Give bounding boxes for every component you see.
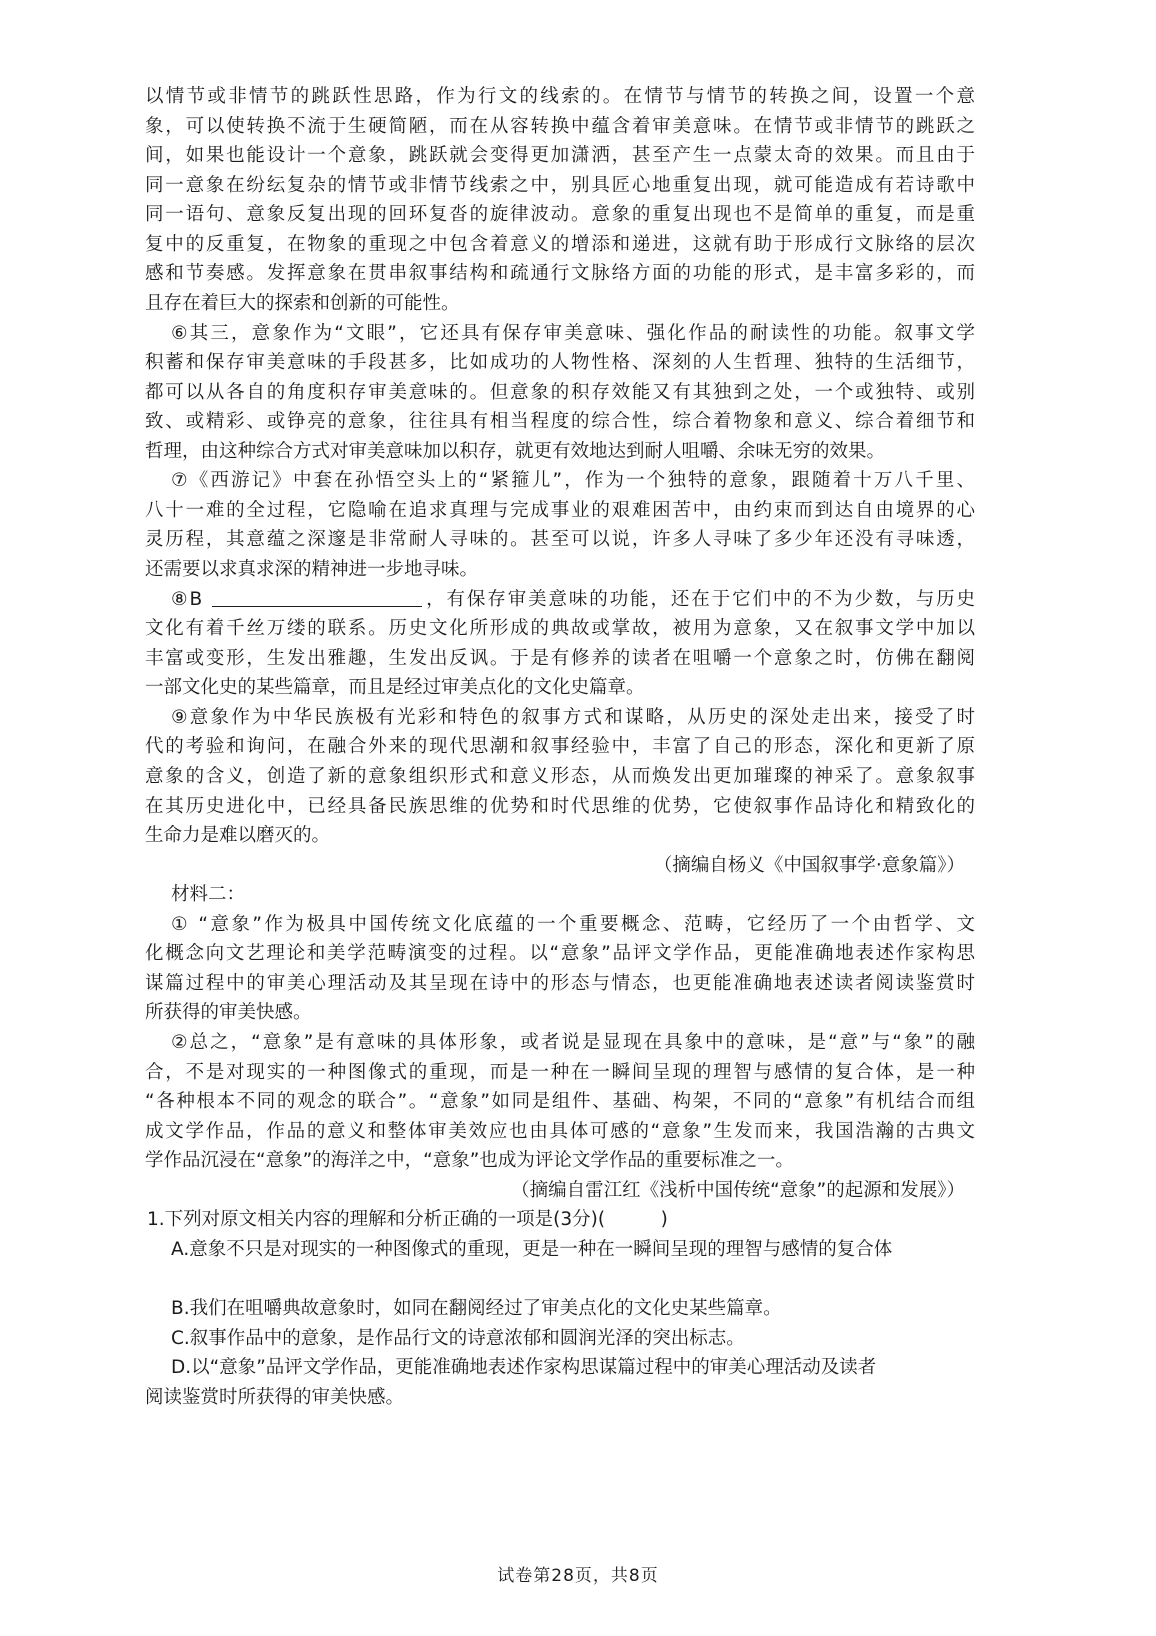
source-citation: （摘编自雷江红《浅析中国传统“意象”的起源和发展》） xyxy=(511,1179,965,1201)
text-line: 复中的反重复，在物象的重现之中包含着意义的增添和递进，这就有助于形成行文脉络的层次 xyxy=(145,233,975,255)
paragraph xyxy=(145,319,975,467)
question-1 xyxy=(145,1205,975,1412)
text-line: 象，可以使转换不流于生硬简陋，而在从容转换中蕴含着审美意味。在情节或非情节的跳跃之 xyxy=(145,115,975,137)
paragraph xyxy=(145,1028,975,1176)
text-line: 化概念向文艺理论和美学范畴演变的过程。以“意象”品评文学作品，更能准确地表述作家构思 xyxy=(145,943,975,965)
option-d xyxy=(145,1353,975,1412)
text-line: ⑥其三，意象作为“文眼”，它还具有保存审美意味、强化作品的耐读性的功能。叙事文学 xyxy=(171,322,975,344)
text-line: B.我们在咀嚼典故意象时，如同在翻阅经过了审美点化的文化史某些篇章。 xyxy=(171,1298,782,1320)
option-a xyxy=(145,1235,975,1265)
option-c xyxy=(145,1324,975,1354)
text-line: ②总之，“意象”是有意味的具体形象，或者说是显现在具象中的意味，是“意”与“象”的融 xyxy=(171,1032,975,1053)
text-line: 意象的含义，创造了新的意象组织形式和意义形态，从而焕发出更加璀璨的神采了。意象叙事 xyxy=(145,765,975,787)
text-line: 以情节或非情节的跳跃性思路，作为行文的线索的。在情节与情节的转换之间，设置一个意 xyxy=(145,86,975,107)
paragraph xyxy=(145,910,975,1028)
text-line: 学作品沉浸在“意象”的海洋之中，“意象”也成为评论文学作品的重要标准之一。 xyxy=(145,1150,794,1172)
text-line: 阅读鉴赏时所获得的审美快感。 xyxy=(145,1386,405,1408)
material-one-paragraphs xyxy=(145,319,975,851)
text-line: 所获得的审美快感。 xyxy=(145,1002,312,1024)
text-after-blank: ，有保存审美意味的功能，还在于它们中的不为少数，与历史 xyxy=(424,588,975,610)
text-line: 都可以从各自的角度积存审美意味的。但意象的积存效能又有其独到之处，一个或独特、或别 xyxy=(145,381,975,403)
text-line: 感和节奏感。发挥意象在贯串叙事结构和疏通行文脉络方面的功能的形式，是丰富多彩的，而 xyxy=(145,263,975,285)
text-line: 还需要以求真求深的精神进一步地寻味。 xyxy=(145,559,479,580)
text-line: C.叙事作品中的意象，是作品行文的诗意浓郁和圆润光泽的突出标志。 xyxy=(171,1327,745,1349)
text-line: A.意象不只是对现实的一种图像式的重现，更是一种在一瞬间呈现的理智与感情的复合体 xyxy=(171,1238,893,1260)
text-line xyxy=(145,585,975,615)
material-one xyxy=(145,82,975,880)
text-line: 致、或精彩、或铮亮的意象，往往具有相当程度的综合性，综合着物象和意义、综合着细节和 xyxy=(145,411,975,433)
text-line: ① “意象”作为极具中国传统文化底蕴的一个重要概念、范畴，它经历了一个由哲学、文 xyxy=(171,913,975,935)
fill-in-blank xyxy=(212,588,422,607)
text-line: 同一语句、意象反复出现的回环复沓的旋律波动。意象的重复出现也不是简单的重复，而是重 xyxy=(145,204,975,226)
source-citation: （摘编自杨义《中国叙事学·意象篇》） xyxy=(653,854,965,876)
paragraph xyxy=(145,585,975,703)
material-two xyxy=(145,880,975,1205)
page-footer: 试卷第28页，共8页 xyxy=(497,1566,659,1586)
paragraph xyxy=(145,466,975,584)
text-line: 代的考验和询问，在融合外来的现代思潮和叙事经验中，丰富了自己的形态，深化和更新了原 xyxy=(145,736,975,758)
text-line: 同一意象在纷纭复杂的情节或非情节线索之中，别具匠心地重复出现，就可能造成有若诗歌中 xyxy=(145,174,975,196)
text-line: 成文学作品，作品的意义和整体审美效应也由具体可感的“意象”生发而来，我国浩瀚的古典文 xyxy=(145,1120,975,1142)
text-line: 谋篇过程中的审美心理活动及其呈现在诗中的形态与情态，也更能准确地表述读者阅读鉴赏时 xyxy=(145,972,975,994)
text-line: 哲理，由这种综合方式对审美意味加以积存，就更有效地达到耐人咀嚼、余味无穷的效果。 xyxy=(145,440,886,462)
text-line: 合，不是对现实的一种图像式的重现，而是一种在一瞬间呈现的理智与感情的复合体，是一种 xyxy=(145,1061,975,1083)
option-list xyxy=(145,1235,975,1412)
material-two-paragraphs xyxy=(145,910,975,1176)
text-before-blank: ⑧B xyxy=(171,588,203,610)
text-line: 在其历史进化中，已经具备民族思维的优势和时代思维的优势，它使叙事作品诗化和精致化的 xyxy=(145,795,975,817)
text-line: ⑦《西游记》中套在孙悟空头上的“紧箍儿”，作为一个独特的意象，跟随着十万八千里、 xyxy=(171,470,975,492)
text-line: 八十一难的全过程，它隐喻在追求真理与完成事业的艰难困苦中，由约束而到达自由境界的心 xyxy=(145,499,975,521)
text-line: 丰富或变形，生发出雅趣，生发出反讽。于是有修养的读者在咀嚼一个意象之时，仿佛在翻阅 xyxy=(145,647,975,669)
exam-page-body xyxy=(145,82,975,1412)
text-line: 文化有着千丝万缕的联系。历史文化所形成的典故或掌故，被用为意象，又在叙事文学中加以 xyxy=(145,618,975,640)
text-line: 积蓄和保存审美意味的手段甚多，比如成功的人物性格、深刻的人生哲理、独特的生活细节， xyxy=(145,352,975,374)
text-line: D.以“意象”品评文学作品，更能准确地表述作家构思谋篇过程中的审美心理活动及读者 xyxy=(171,1357,877,1379)
text-line: ⑨意象作为中华民族极有光彩和特色的叙事方式和谋略，从历史的深处走出来，接受了时 xyxy=(171,706,975,728)
option-b xyxy=(145,1294,975,1324)
continued-paragraph xyxy=(145,82,975,319)
text-line: “各种根本不同的观念的联合”。“意象”如同是组件、基础、构架，不同的“意象”有机结合而组 xyxy=(145,1091,975,1113)
text-line: 且存在着巨大的探索和创新的可能性。 xyxy=(145,292,460,314)
text-line: 灵历程，其意蕴之深邃是非常耐人寻味的。甚至可以说，许多人寻味了多少年还没有寻味透， xyxy=(145,529,975,551)
continued-text xyxy=(145,82,975,319)
text-line: 生命力是难以磨灭的。 xyxy=(145,825,331,847)
material-heading: 材料二： xyxy=(171,884,246,906)
text-line: 间，如果也能设计一个意象，跳跃就会变得更加潇洒，甚至产生一点蒙太奇的效果。而且由于 xyxy=(145,145,975,167)
text-line: 一部文化史的某些篇章，而且是经过审美点化的文化史篇章。 xyxy=(145,677,645,699)
paragraph xyxy=(145,703,975,851)
question-stem: 1.下列对原文相关内容的理解和分析正确的一项是(3分)( ) xyxy=(147,1209,668,1231)
